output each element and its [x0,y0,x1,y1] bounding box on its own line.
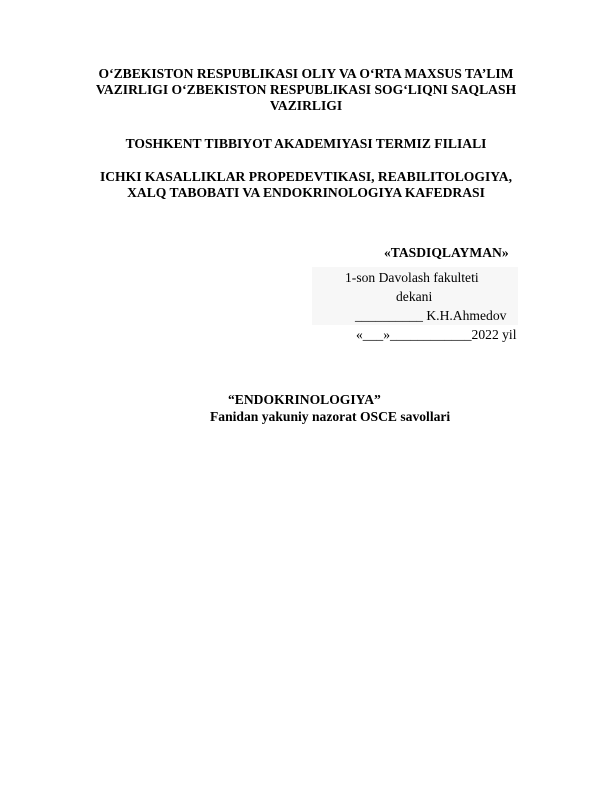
department-line-1: ICHKI KASALLIKLAR PROPEDEVTIKASI, REABILITOLOGIYA, [99,169,513,184]
approval-faculty: 1-son Davolash fakulteti [345,270,479,285]
department-heading [60,169,552,201]
approval-date-line: «___»____________2022 yil [356,327,517,342]
department-line-2: XALQ TABOBATI VA ENDOKRINOLOGIYA KAFEDRASI [127,185,485,200]
branch-heading: TOSHKENT TIBBIYOT AKADEMIYASI TERMIZ FILIALI [125,136,487,151]
approval-title: «TASDIQLAYMAN» [384,245,509,260]
approval-signature-line: __________ K.H.Ahmedov [355,308,507,323]
approval-position: dekani [396,289,433,304]
ministry-line-3: VAZIRLIGI [269,98,343,113]
document-subtitle: Fanidan yakuniy nazorat OSCE savollari [210,409,451,424]
subject-title: “ENDOKRINOLOGIYA” [228,392,381,407]
ministry-line-1: O‘ZBEKISTON RESPUBLIKASI OLIY VA O‘RTA MAXSUS TA’LIM [98,66,514,81]
ministry-heading [60,66,552,114]
ministry-line-2: VAZIRLIGI O‘ZBEKISTON RESPUBLIKASI SOG‘LIQNI SAQLASH [95,82,517,97]
